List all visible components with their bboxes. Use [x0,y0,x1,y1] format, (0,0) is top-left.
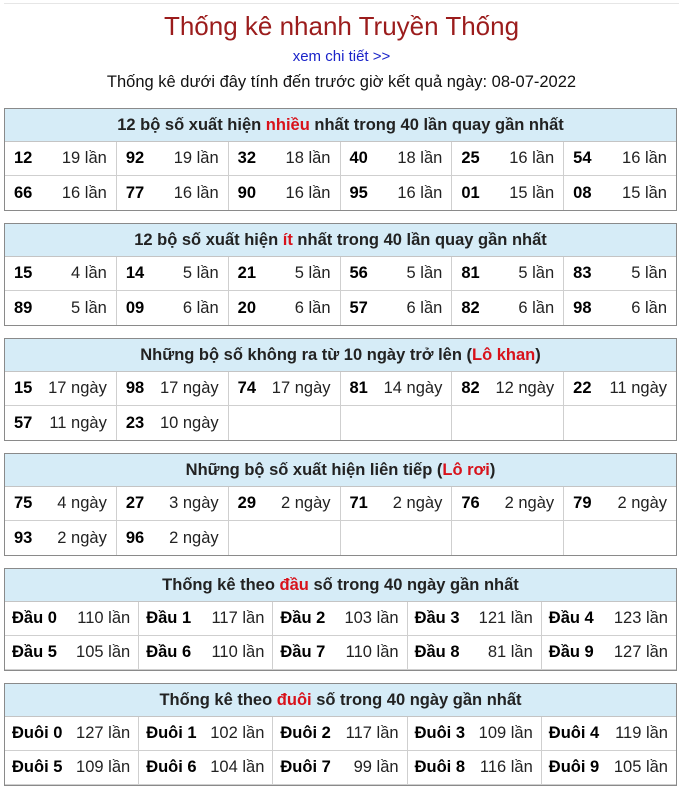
section-title-text: Thống kê theo [162,576,280,594]
stat-value: 12 ngày [495,379,555,397]
section-title [5,569,676,602]
stat-cell [564,142,676,176]
stat-cell [273,717,407,751]
stat-value: 117 lần [345,724,399,742]
stat-key: 82 [461,379,480,397]
stat-value: 16 lần [509,149,555,167]
stat-key: 74 [237,379,257,397]
stat-value: 110 lần [77,609,131,627]
stat-cell [564,521,676,555]
stat-value: 5 lần [518,264,555,282]
stat-value: 105 lần [76,643,131,661]
stat-value: 16 lần [397,183,443,202]
stat-key: 93 [14,528,33,547]
stat-key: 81 [461,264,480,282]
stat-key: Đầu 7 [280,643,326,661]
stat-value: 19 lần [173,149,219,167]
stat-key: Đuôi 2 [280,724,331,742]
stat-cell [542,602,676,636]
stat-value: 11 ngày [49,413,107,432]
stat-value: 6 lần [294,298,331,317]
section-title-text: Thống kê theo [159,691,277,709]
stat-value: 18 lần [397,149,443,167]
stat-cell [5,142,117,176]
stat-value: 2 ngày [504,494,555,512]
stat-cell [229,521,341,555]
section-title-text: ) [489,461,496,479]
stat-value: 127 lần [76,724,131,742]
stat-key: 75 [14,494,33,512]
stat-value: 6 lần [518,298,555,317]
stats-grid [5,257,676,325]
stat-value: 10 ngày [159,413,219,432]
stat-key: 20 [237,298,257,317]
stat-key: Đầu 2 [280,609,326,627]
stat-cell [117,291,229,325]
page-subtitle: Thống kê dưới đây tính đến trước giờ kết quả ngày: 08-07-2022 [106,73,577,91]
detail-link[interactable]: xem chi tiết >> [292,48,391,65]
section-title-text: Những bộ số không ra từ 10 ngày trở lên ( [140,346,472,364]
stat-cell [229,257,341,291]
stats-grid [5,142,676,210]
section-title-text: số trong 40 ngày gần nhất [308,576,519,594]
stat-cell [5,636,139,670]
stat-cell [5,717,139,751]
stat-key: Đầu 3 [414,609,460,627]
stat-key: 15 [14,379,33,397]
stat-value: 5 lần [294,264,331,282]
stat-key: 22 [573,379,592,397]
stat-value: 17 ngày [271,379,331,397]
stat-value: 105 lần [613,758,668,776]
stat-key: 66 [14,183,33,202]
stat-value: 5 lần [182,264,219,282]
stat-value: 116 lần [479,758,533,776]
section-title-text: nhất trong 40 lần quay gần nhất [309,116,564,134]
stat-value: 110 lần [345,643,399,661]
stat-cell [117,176,229,210]
lo-roi-numbers-section [4,453,677,556]
stat-key: 96 [125,528,145,547]
stat-key: Đầu 1 [146,609,192,627]
tail-digit-stats-section [4,683,677,786]
stat-cell [139,717,273,751]
stat-value: 110 lần [211,643,265,661]
lo-khan-numbers-section [4,338,677,441]
stat-cell [452,291,564,325]
section-title-highlight: Lô rơi [442,461,490,479]
stat-key: 71 [349,494,368,512]
stat-key: Đuôi 4 [548,724,600,742]
stat-cell [117,406,229,440]
stat-key: 57 [14,413,33,432]
stat-key: Đuôi 7 [280,758,331,776]
stat-key: 95 [349,183,368,202]
stat-key: 15 [14,264,33,282]
stat-value: 16 lần [622,149,667,167]
stat-cell [5,602,139,636]
stat-cell [341,291,453,325]
stat-cell [341,372,453,406]
least-frequent-numbers-section [4,223,677,326]
stat-cell [408,751,542,785]
stat-value: 2 ngày [280,494,331,512]
stat-value: 5 lần [71,298,107,317]
stat-cell [564,257,676,291]
stats-grid [5,372,676,440]
stat-value: 4 lần [71,264,107,282]
stat-cell [229,487,341,521]
stat-value: 81 lần [487,643,533,661]
stat-cell [452,372,564,406]
section-title-highlight: nhiều [265,116,310,134]
stat-value: 3 ngày [169,494,219,512]
stat-key: 08 [573,183,592,202]
stat-key: Đầu 9 [548,643,594,661]
stat-key: 89 [14,298,33,317]
stat-cell [273,751,407,785]
section-title-highlight: đầu [279,576,309,594]
stat-key: Đuôi 0 [12,724,63,742]
stat-cell [542,751,676,785]
stat-cell [542,636,676,670]
stat-key: Đầu 4 [548,609,594,627]
section-title-text: ) [535,346,541,364]
stat-key: 29 [237,494,257,512]
stat-cell [229,406,341,440]
stat-cell [273,602,407,636]
stat-value: 117 lần [211,609,265,627]
stat-key: 83 [573,264,592,282]
stat-value: 103 lần [344,609,399,627]
stat-value: 2 ngày [617,494,667,512]
section-title-highlight: ít [282,231,293,249]
stat-value: 18 lần [285,149,331,167]
stat-cell [341,142,453,176]
stat-key: 79 [573,494,592,512]
stat-cell [5,176,117,210]
section-title [5,224,676,257]
section-title-text: 12 bộ số xuất hiện [117,116,266,134]
stat-key: 54 [573,149,592,167]
stat-value: 19 lần [61,149,107,167]
stat-key: Đuôi 9 [548,758,600,776]
section-title [5,454,676,487]
stat-key: Đuôi 5 [12,758,63,776]
stat-key: 25 [461,149,480,167]
stat-cell [229,291,341,325]
stat-value: 2 ngày [392,494,443,512]
stat-cell [139,751,273,785]
stat-key: 12 [14,149,33,167]
stat-key: 98 [573,298,592,317]
stat-cell [139,636,273,670]
stat-key: Đầu 0 [12,609,57,627]
stat-cell [5,487,117,521]
stat-value: 6 lần [406,298,443,317]
section-title-text: 12 bộ số xuất hiện [134,231,283,249]
stat-cell [564,487,676,521]
stat-key: 27 [125,494,145,512]
stat-key: Đuôi 1 [146,724,197,742]
stat-cell [452,521,564,555]
stat-cell [564,406,676,440]
stat-value: 102 lần [210,724,265,742]
stat-key: Đầu 5 [12,643,57,661]
stat-cell [564,372,676,406]
stat-cell [273,636,407,670]
stats-grid [5,717,676,785]
stat-value: 6 lần [631,298,667,317]
stats-grid [5,487,676,555]
section-title-text: số trong 40 ngày gần nhất [311,691,522,709]
stat-cell [564,291,676,325]
stat-key: 98 [125,379,145,397]
stat-cell [452,406,564,440]
stat-cell [5,521,117,555]
stat-key: 32 [237,149,257,167]
stat-cell [408,602,542,636]
stat-cell [452,142,564,176]
stats-grid [5,602,676,670]
stat-cell [408,636,542,670]
stat-cell [139,602,273,636]
stat-cell [542,717,676,751]
stat-cell [117,372,229,406]
stat-key: 56 [349,264,368,282]
section-title-highlight: Lô khan [471,346,536,364]
stat-key: 92 [125,149,145,167]
stat-key: 81 [349,379,368,397]
stat-key: 01 [461,183,480,202]
stat-value: 109 lần [478,724,533,742]
stat-cell [5,257,117,291]
stat-cell [5,751,139,785]
stat-cell [452,176,564,210]
stat-key: 90 [237,183,257,202]
stat-value: 14 ngày [383,379,443,397]
stat-value: 119 lần [615,724,668,742]
stat-cell [341,257,453,291]
stat-key: 76 [461,494,480,512]
stat-value: 17 ngày [48,379,107,397]
stat-value: 5 lần [406,264,443,282]
stat-value: 6 lần [182,298,219,317]
stat-cell [117,142,229,176]
stat-value: 5 lần [631,264,667,282]
stat-cell [341,176,453,210]
stat-cell [452,487,564,521]
stat-cell [564,176,676,210]
stat-key: Đầu 6 [146,643,192,661]
section-title-highlight: đuôi [276,691,312,709]
stat-key: Đuôi 6 [146,758,197,776]
stat-key: 09 [125,298,145,317]
section-title [5,684,676,717]
stat-cell [341,487,453,521]
stat-value: 11 ngày [609,379,667,397]
stat-cell [229,372,341,406]
stat-key: Đầu 8 [414,643,460,661]
most-frequent-numbers-section [4,108,677,211]
stat-key: 23 [125,413,145,432]
stat-key: 57 [349,298,368,317]
stat-value: 121 lần [478,609,533,627]
stat-value: 104 lần [210,758,265,776]
stat-key: Đuôi 8 [414,758,466,776]
stat-value: 127 lần [613,643,668,661]
stat-value: 16 lần [61,183,107,202]
stat-key: 82 [461,298,480,317]
stat-value: 16 lần [173,183,219,202]
stat-cell [229,142,341,176]
stat-key: Đuôi 3 [414,724,466,742]
stat-value: 109 lần [76,758,131,776]
stat-cell [117,487,229,521]
stat-value: 15 lần [622,183,667,202]
stat-key: 40 [349,149,368,167]
section-title-text: Những bộ số xuất hiện liên tiếp ( [185,461,443,479]
top-divider [4,3,679,4]
section-title [5,339,676,372]
stat-cell [229,176,341,210]
stat-cell [117,521,229,555]
stat-key: 77 [125,183,145,202]
section-title-text: nhất trong 40 lần quay gần nhất [292,231,547,249]
stat-value: 4 ngày [57,494,107,512]
stat-value: 2 ngày [57,528,107,547]
page-title: Thống kê nhanh Truyền Thống [163,11,520,41]
stat-value: 15 lần [509,183,555,202]
stat-cell [341,521,453,555]
stat-value: 99 lần [353,758,399,776]
stat-cell [117,257,229,291]
head-digit-stats-section [4,568,677,671]
stat-cell [5,372,117,406]
stat-value: 17 ngày [159,379,219,397]
stat-cell [341,406,453,440]
stat-value: 2 ngày [169,528,219,547]
stat-cell [5,406,117,440]
stat-value: 16 lần [285,183,331,202]
stat-key: 21 [237,264,257,282]
stat-cell [452,257,564,291]
stat-cell [408,717,542,751]
stat-cell [5,291,117,325]
stat-key: 14 [125,264,145,282]
stat-value: 123 lần [613,609,668,627]
section-title [5,109,676,142]
